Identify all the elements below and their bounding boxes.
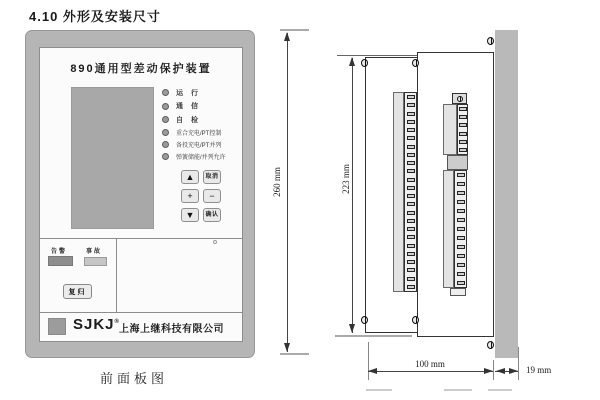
led-row	[162, 126, 226, 138]
keypad-button[interactable]: ▼	[181, 208, 199, 222]
terminal-pin	[407, 268, 415, 272]
alarm-indicator-window	[48, 256, 73, 266]
led-label: 重合充电/PT控制	[176, 130, 222, 137]
terminal-pin	[407, 194, 415, 198]
function-led-list	[162, 126, 226, 162]
terminal-connector-block	[447, 155, 468, 170]
terminal-pin	[459, 148, 467, 152]
terminal-pin	[407, 252, 415, 256]
terminal-pin	[457, 173, 465, 177]
terminal-pin	[407, 169, 415, 173]
screw-icon	[412, 59, 419, 67]
keypad-button[interactable]: +	[181, 189, 199, 203]
screw-icon	[412, 316, 419, 324]
screw-icon	[487, 37, 494, 45]
panel-divider-vertical	[116, 238, 117, 312]
terminal-pin	[459, 107, 467, 111]
extension-line	[493, 360, 494, 380]
led-row	[162, 86, 201, 100]
terminal-pin-strip	[457, 104, 468, 155]
company-name: 上海上继科技有限公司	[119, 324, 224, 335]
brand-logo-square	[48, 318, 66, 335]
terminal-pin	[407, 112, 415, 116]
registered-mark-icon: ®	[114, 319, 120, 325]
terminal-block-left	[393, 92, 417, 292]
terminal-pin	[459, 140, 467, 144]
keypad-button[interactable]: ▲	[181, 170, 199, 184]
led-label: 运 行	[176, 89, 201, 97]
device-title: 890通用型差动保护装置	[70, 63, 212, 75]
terminal-pin-strip	[404, 92, 417, 292]
crop-artifact-dash	[366, 389, 392, 391]
extension-line	[280, 353, 309, 355]
led-row	[162, 100, 201, 114]
front-panel-caption: 前面板图	[100, 371, 169, 386]
terminal-screw-box	[452, 93, 467, 104]
led-label: 自 检	[176, 116, 201, 124]
led-indicator-icon	[162, 141, 169, 148]
led-indicator-icon	[162, 116, 169, 123]
alarm-label: 告警	[51, 249, 68, 255]
terminal-backing	[443, 104, 457, 155]
screw-icon	[361, 59, 368, 67]
terminal-pin	[407, 235, 415, 239]
terminal-pin	[407, 219, 415, 223]
terminal-pin	[407, 153, 415, 157]
screw-icon	[361, 316, 368, 324]
screw-icon	[487, 341, 494, 349]
arrowhead-icon	[484, 368, 493, 374]
led-indicator-icon	[162, 103, 169, 110]
keypad	[181, 170, 221, 222]
terminal-pin	[407, 211, 415, 215]
terminal-pin	[457, 272, 465, 276]
terminal-pin	[457, 227, 465, 231]
terminal-pin	[407, 95, 415, 99]
crop-artifact-dash	[488, 389, 512, 391]
brand-logo-text: SJKJ	[73, 316, 115, 333]
terminal-pin	[459, 132, 467, 136]
terminal-pin	[407, 161, 415, 165]
lcd-screen	[71, 87, 154, 229]
dimension-line-260	[287, 33, 288, 352]
led-indicator-icon	[162, 89, 169, 96]
front-panel-face	[39, 47, 243, 342]
fault-label: 事故	[86, 249, 103, 255]
screw-icon	[457, 96, 463, 102]
status-led-list	[162, 86, 201, 127]
terminal-pin	[407, 186, 415, 190]
terminal-pin	[457, 182, 465, 186]
terminal-pin	[457, 236, 465, 240]
terminal-pin	[457, 200, 465, 204]
led-row	[162, 113, 201, 127]
crop-artifact-dash	[444, 389, 472, 391]
terminal-pin	[457, 191, 465, 195]
led-row	[162, 150, 226, 162]
terminal-pin	[407, 244, 415, 248]
arrowhead-icon	[349, 324, 355, 333]
terminal-pin	[407, 285, 415, 289]
extension-line	[518, 347, 519, 380]
extension-line	[335, 335, 412, 337]
terminal-pin	[457, 263, 465, 267]
led-label: 备投充电/PT并列	[176, 142, 222, 149]
keypad-button[interactable]: 确认	[203, 208, 221, 222]
terminal-pin-strip	[454, 170, 467, 288]
led-label: 弹簧储能/并列允许	[176, 154, 226, 161]
terminal-pin	[459, 123, 467, 127]
terminal-pin	[457, 281, 465, 285]
arrowhead-icon	[368, 368, 377, 374]
terminal-pin	[407, 128, 415, 132]
terminal-pin	[407, 136, 415, 140]
dimension-label-case-depth: 100 mm	[415, 359, 445, 369]
terminal-backing	[443, 170, 454, 288]
terminal-pin	[407, 145, 415, 149]
reset-button[interactable]: 复归	[63, 284, 92, 299]
terminal-foot	[450, 288, 466, 296]
dimension-label-total-height: 260 mm	[272, 167, 282, 197]
extension-line	[280, 29, 309, 31]
terminal-pin	[457, 245, 465, 249]
terminal-pin	[407, 260, 415, 264]
dimension-line-223	[352, 58, 353, 333]
terminal-block-right-upper	[443, 93, 468, 155]
arrowhead-icon	[349, 57, 355, 66]
terminal-pin	[407, 227, 415, 231]
terminal-pin	[407, 178, 415, 182]
terminal-backing	[393, 92, 404, 292]
terminal-pin	[457, 209, 465, 213]
fault-indicator-window	[84, 257, 107, 266]
terminal-pin	[407, 103, 415, 107]
arrowhead-icon	[284, 32, 290, 41]
led-label: 通 信	[176, 103, 201, 111]
panel-divider-lower	[40, 312, 242, 313]
dimension-label-case-height: 223 mm	[341, 164, 351, 194]
terminal-pin	[407, 202, 415, 206]
front-panel-bezel	[25, 30, 255, 358]
led-row	[162, 138, 226, 150]
arrowhead-icon	[496, 368, 505, 374]
mounting-panel	[495, 30, 518, 358]
terminal-pin	[457, 218, 465, 222]
brand-logo	[73, 316, 120, 333]
dimension-label-panel-offset: 19 mm	[526, 365, 552, 375]
terminal-pin	[407, 277, 415, 281]
terminal-pin	[457, 254, 465, 258]
section-title: 4.10 外形及安装尺寸	[29, 9, 161, 24]
keypad-button[interactable]: 取消	[203, 170, 221, 184]
dimension-line-100	[368, 371, 493, 372]
terminal-block-right-lower	[443, 170, 468, 298]
extension-line	[368, 342, 369, 380]
terminal-pin	[407, 120, 415, 124]
led-indicator-icon	[162, 153, 169, 160]
screw-hole-icon	[213, 240, 217, 244]
led-indicator-icon	[162, 129, 169, 136]
arrowhead-icon	[284, 343, 290, 352]
panel-divider-upper	[40, 238, 242, 239]
arrowhead-icon	[509, 368, 518, 374]
terminal-pin	[459, 115, 467, 119]
keypad-button[interactable]: −	[203, 189, 221, 203]
